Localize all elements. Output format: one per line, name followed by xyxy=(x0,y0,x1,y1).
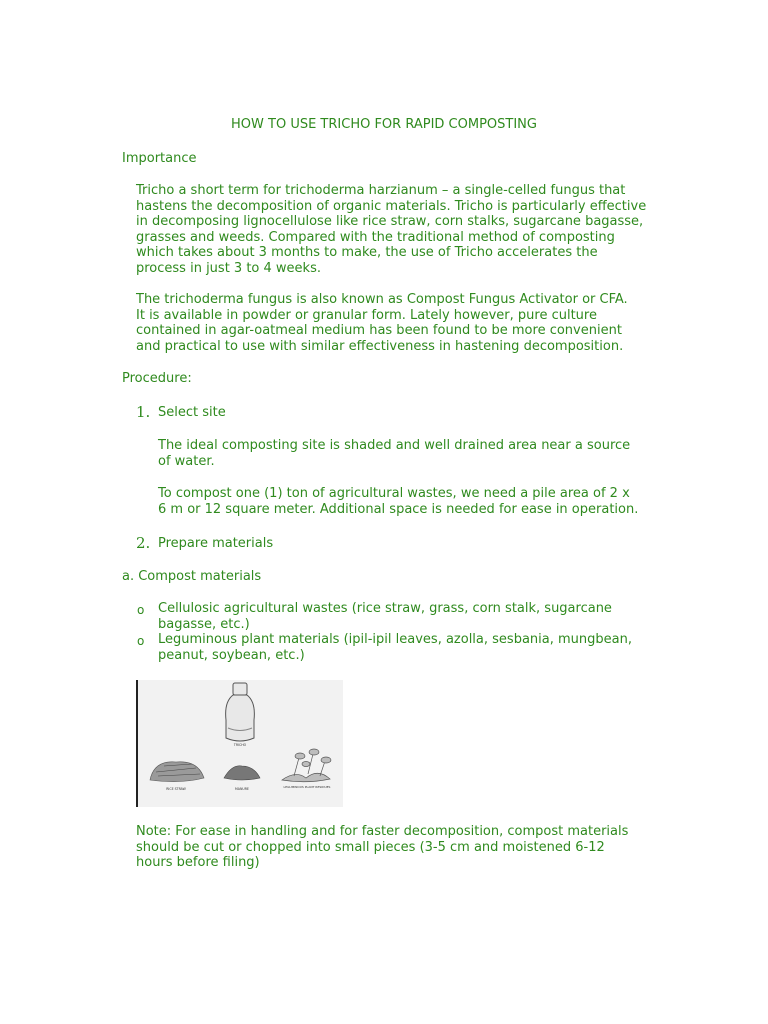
step-1-paragraph-1: The ideal composting site is shaded and well drained area near a source of water. xyxy=(158,438,631,469)
figure-label-tricho: TRICHO xyxy=(233,743,247,747)
compost-item-2: Leguminous plant materials (ipil-ipil leaves, azolla, sesbania, mungbean, peanut, soybean, etc.) xyxy=(158,632,632,663)
importance-paragraph-2: The trichoderma fungus is also known as Compost Fungus Activator or CFA. It is available in powder or granular form. Lately however, pure culture contained in agar-oatmeal medium has been found to be more convenient and practical to use with similar effectiveness in hastening decomposition. xyxy=(136,292,628,354)
compost-materials-illustration xyxy=(136,680,343,807)
page-title: HOW TO USE TRICHO FOR RAPID COMPOSTING xyxy=(231,117,537,132)
note-paragraph: Note: For ease in handling and for faster decomposition, compost materials should be cut or chopped into small pieces (3-5 cm and moistened 6-12 hours before filing) xyxy=(136,824,629,871)
importance-paragraph-1: Tricho a short term for trichoderma harzianum – a single-celled fungus that hastens the decomposition of organic materials. Tricho is particularly effective in decomposing lignocellulose like rice straw, corn stalks, sugarcane bagasse, grasses and weeds. Compared with the traditional method of composting which takes about 3 months to make, the use of Tricho accelerates the process in just 3 to 4 weeks. xyxy=(136,183,647,276)
bullet-marker: o xyxy=(137,634,145,648)
step-1-number: 1. xyxy=(136,403,151,421)
compost-item-1: Cellulosic agricultural wastes (rice straw, grass, corn stalk, sugarcane bagasse, etc.) xyxy=(158,601,612,632)
figure-label-leguminous: LEGUMINOUS PLANT RESIDUES xyxy=(283,785,331,789)
procedure-heading: Procedure: xyxy=(122,371,192,386)
bullet-marker: o xyxy=(137,603,145,617)
step-1-label: Select site xyxy=(158,405,226,420)
step-2-label: Prepare materials xyxy=(158,536,274,551)
compost-materials-heading: a. Compost materials xyxy=(122,569,262,584)
step-1-paragraph-2: To compost one (1) ton of agricultural wastes, we need a pile area of 2 x 6 m or 12 square meter. Additional space is needed for ease in operation. xyxy=(158,486,639,517)
step-2-number: 2. xyxy=(136,534,151,552)
figure-label-rice-straw: RICE STRAW xyxy=(166,787,186,791)
figure-label-manure: MANURE xyxy=(235,787,249,791)
importance-heading: Importance xyxy=(122,151,197,166)
